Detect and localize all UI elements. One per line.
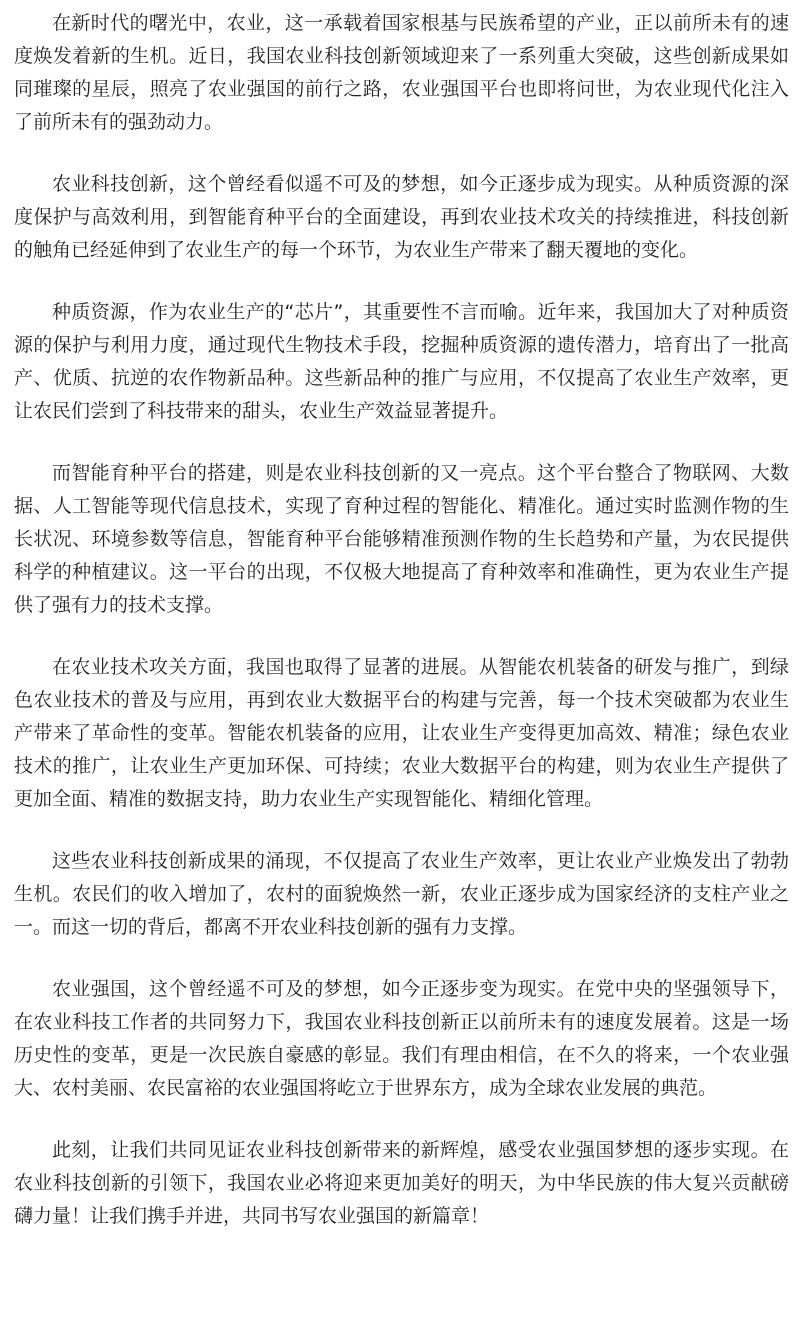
paragraph-3: 种质资源，作为农业生产的“芯片”，其重要性不言而喻。近年来，我国加大了对种质资源的保护与利用力度，通过现代生物技术手段，挖掘种质资源的遗传潜力，培育出了一批高产、优质、抗逆的农作物新品种。这些新品种的推广与应用，不仅提高了农业生产效率，更让农民们尝到了科技带来的甜头，农业生产效益显著提升。: [14, 301, 789, 422]
paragraph-6: 这些农业科技创新成果的涌现，不仅提高了农业生产效率，更让农业产业焕发出了勃勃生机。农民们的收入增加了，农村的面貌焕然一新，农业正逐步成为国家经济的支柱产业之一。而这一切的背后，都离不开农业科技创新的强有力支撑。: [14, 850, 789, 938]
paragraph-7: 农业强国，这个曾经遥不可及的梦想，如今正逐步变为现实。在党中央的坚强领导下，在农业科技工作者的共同努力下，我国农业科技创新正以前所未有的速度发展着。这是一场历史性的变革，更是一次民族自豪感的彰显。我们有理由相信，在不久的将来，一个农业强大、农村美丽、农民富裕的农业强国将屹立于世界东方，成为全球农业发展的典范。: [14, 978, 789, 1099]
paragraph-1: 在新时代的曙光中，农业，这一承载着国家根基与民族希望的产业，正以前所未有的速度焕发着新的生机。近日，我国农业科技创新领域迎来了一系列重大突破，这些创新成果如同璀璨的星辰，照亮了农业强国的前行之路，农业强国平台也即将问世，为农业现代化注入了前所未有的强劲动力。: [14, 12, 789, 133]
paragraph-5: 在农业技术攻关方面，我国也取得了显著的进展。从智能农机装备的研发与推广，到绿色农业技术的普及与应用，再到农业大数据平台的构建与完善，每一个技术突破都为农业生产带来了革命性的变革。智能农机装备的应用，让农业生产变得更加高效、精准；绿色农业技术的推广，让农业生产更加环保、可持续；农业大数据平台的构建，则为农业生产提供了更加全面、精准的数据支持，助力农业生产实现智能化、精细化管理。: [14, 656, 789, 810]
paragraph-8: 此刻，让我们共同见证农业科技创新带来的新辉煌，感受农业强国梦想的逐步实现。在农业科技创新的引领下，我国农业必将迎来更加美好的明天，为中华民族的伟大复兴贡献磅礴力量！让我们携手并进，共同书写农业强国的新篇章！: [14, 1139, 789, 1227]
paragraph-4: 而智能育种平台的搭建，则是农业科技创新的又一亮点。这个平台整合了物联网、大数据、人工智能等现代信息技术，实现了育种过程的智能化、精准化。通过实时监测作物的生长状况、环境参数等信息，智能育种平台能够精准预测作物的生长趋势和产量，为农民提供科学的种植建议。这一平台的出现，不仅极大地提高了育种效率和准确性，更为农业生产提供了强有力的技术支撑。: [14, 462, 789, 616]
paragraph-2: 农业科技创新，这个曾经看似遥不可及的梦想，如今正逐步成为现实。从种质资源的深度保护与高效利用，到智能育种平台的全面建设，再到农业技术攻关的持续推进，科技创新的触角已经延伸到了农业生产的每一个环节，为农业生产带来了翻天覆地的变化。: [14, 173, 789, 261]
